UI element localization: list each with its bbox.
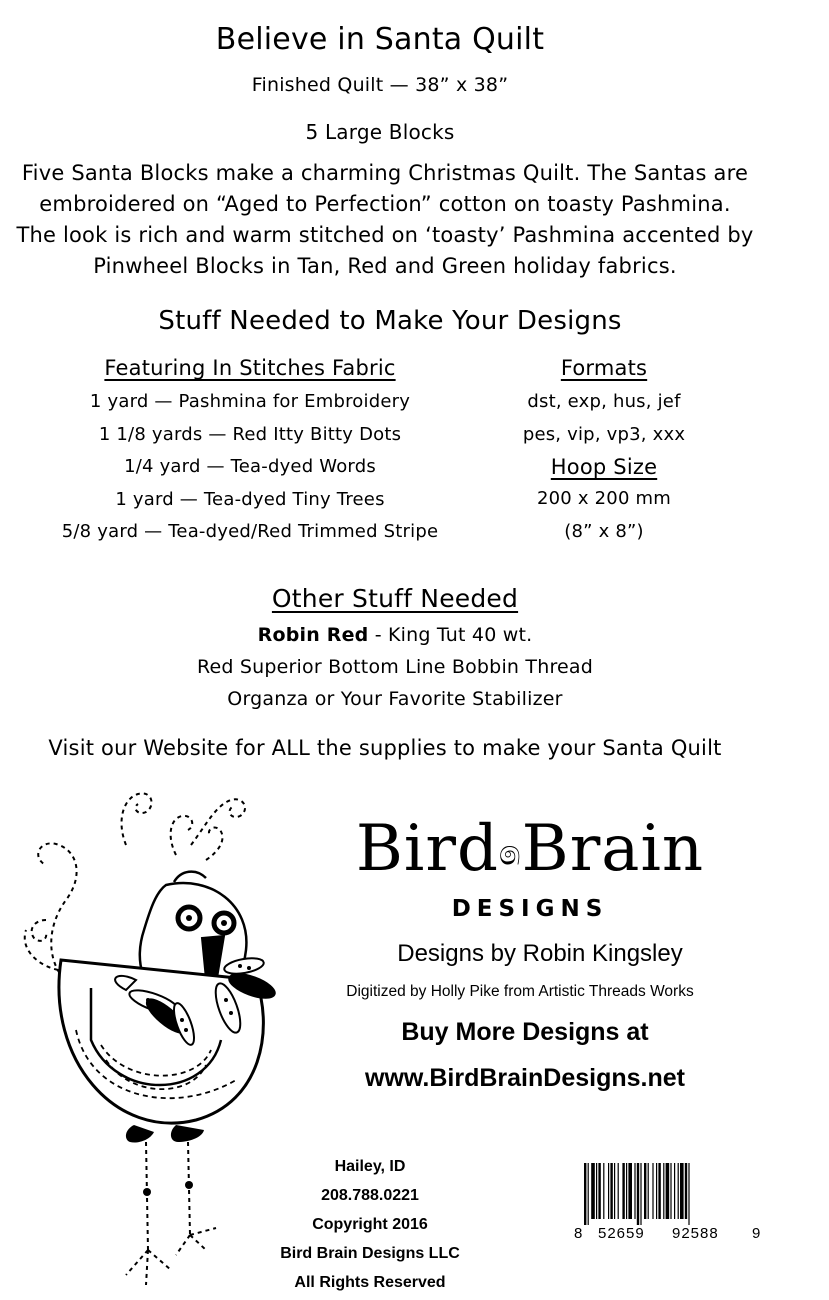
- description: [0, 158, 770, 282]
- contact-line: Copyright 2016: [312, 1216, 428, 1233]
- contact-line: All Rights Reserved: [294, 1274, 446, 1291]
- barcode-bar: [670, 1163, 671, 1219]
- designer-credit: Designs by Robin Kingsley: [397, 940, 683, 967]
- logo-word-bird: Bird: [355, 812, 499, 886]
- fabric-heading: Featuring In Stitches Fabric: [104, 356, 396, 380]
- barcode-bar: [614, 1163, 615, 1219]
- other-stuff-line: [0, 624, 790, 646]
- hoop-item: (8” x 8”): [564, 520, 644, 542]
- brand-logo: [345, 812, 715, 886]
- barcode-bar: [680, 1163, 684, 1219]
- formats-heading: Formats: [560, 356, 648, 380]
- barcode-bar: [644, 1163, 646, 1219]
- description-line: Pinwheel Blocks in Tan, Red and Green holiday fabrics.: [93, 254, 677, 278]
- block-count: 5 Large Blocks: [305, 120, 455, 144]
- barcode-digit-left: 8: [574, 1225, 583, 1242]
- barcode-bar: [685, 1163, 687, 1219]
- barcode-digit-right: 9: [752, 1225, 761, 1242]
- barcode-group-2: 92588: [672, 1225, 719, 1242]
- barcode-bar: [637, 1163, 639, 1225]
- hoop-heading: Hoop Size: [550, 455, 658, 479]
- barcode-bar: [608, 1163, 609, 1219]
- thread-detail: - King Tut 40 wt.: [368, 624, 533, 646]
- barcode-bars: [582, 1163, 762, 1225]
- finished-size: Finished Quilt — 38” x 38”: [251, 74, 509, 96]
- fabric-item: 5/8 yard — Tea-dyed/Red Trimmed Stripe: [61, 521, 439, 542]
- other-stuff-line: Red Superior Bottom Line Bobbin Thread: [196, 656, 594, 678]
- format-item: pes, vip, vp3, xxx: [522, 423, 686, 445]
- stuff-needed-title: Stuff Needed to Make Your Designs: [158, 306, 622, 336]
- hoop-item: 200 x 200 mm: [537, 488, 671, 509]
- barcode-bar: [588, 1163, 589, 1225]
- page-title: Believe in Santa Quilt: [215, 22, 545, 57]
- thread-name: Robin Red: [257, 624, 369, 646]
- barcode-bar: [674, 1163, 675, 1219]
- other-stuff-heading: Other Stuff Needed: [271, 584, 519, 613]
- foot-right: [171, 1125, 204, 1142]
- contact-block: [250, 1152, 490, 1297]
- logo-swirl-icon: ෧: [498, 833, 522, 874]
- website-url: www.BirdBrainDesigns.net: [365, 1064, 685, 1092]
- barcode-bar: [584, 1163, 586, 1225]
- legs: [126, 1142, 216, 1285]
- barcode-bar: [688, 1163, 689, 1225]
- fabric-item: 1 1/8 yards — Red Itty Bitty Dots: [98, 423, 402, 445]
- other-stuff-line: Organza or Your Favorite Stabilizer: [227, 688, 563, 710]
- barcode-bar: [656, 1163, 657, 1219]
- barcode-bar: [603, 1163, 604, 1219]
- digitizer-credit: Digitized by Holly Pike from Artistic Threads Works: [346, 983, 694, 1000]
- foot-left: [126, 1125, 154, 1143]
- barcode-bar: [640, 1163, 641, 1225]
- contact-line: 208.788.0221: [321, 1187, 419, 1204]
- barcode-bar: [598, 1163, 600, 1219]
- barcode: [574, 1163, 762, 1243]
- logo-word-brain: Brain: [521, 812, 705, 886]
- barcode-group-1: 52659: [598, 1225, 645, 1242]
- contact-line: Bird Brain Designs LLC: [280, 1245, 460, 1262]
- barcode-bar: [648, 1163, 649, 1219]
- format-item: dst, exp, hus, jef: [527, 391, 681, 412]
- barcode-bar: [678, 1163, 679, 1219]
- barcode-bar: [626, 1163, 627, 1219]
- fabric-column: [40, 356, 460, 549]
- barcode-bar: [666, 1163, 670, 1219]
- barcode-bar: [591, 1163, 595, 1219]
- barcode-bar: [596, 1163, 597, 1219]
- fabric-item: 1 yard — Tea-dyed Tiny Trees: [115, 488, 385, 510]
- barcode-bar: [652, 1163, 653, 1219]
- barcode-bar: [610, 1163, 612, 1219]
- barcode-bar: [634, 1163, 635, 1219]
- contact-line: Hailey, ID: [334, 1158, 406, 1175]
- description-line: embroidered on “Aged to Perfection” cotton on toasty Pashmina.: [39, 192, 731, 216]
- barcode-bar: [622, 1163, 624, 1219]
- barcode-bar: [658, 1163, 660, 1219]
- visit-website-line: Visit our Website for ALL the supplies to make your Santa Quilt: [48, 736, 722, 760]
- formats-column: [494, 356, 714, 548]
- buy-more-heading: Buy More Designs at: [401, 1018, 649, 1046]
- barcode-bar: [663, 1163, 664, 1219]
- fabric-item: 1/4 yard — Tea-dyed Words: [124, 456, 376, 477]
- logo-subtitle: DESIGNS: [451, 896, 609, 922]
- description-line: Five Santa Blocks make a charming Christmas Quilt. The Santas are: [21, 161, 749, 185]
- barcode-bar: [618, 1163, 619, 1219]
- description-line: The look is rich and warm stitched on ‘toasty’ Pashmina accented by: [16, 223, 754, 247]
- fabric-item: 1 yard — Pashmina for Embroidery: [89, 391, 411, 412]
- barcode-bar: [628, 1163, 632, 1219]
